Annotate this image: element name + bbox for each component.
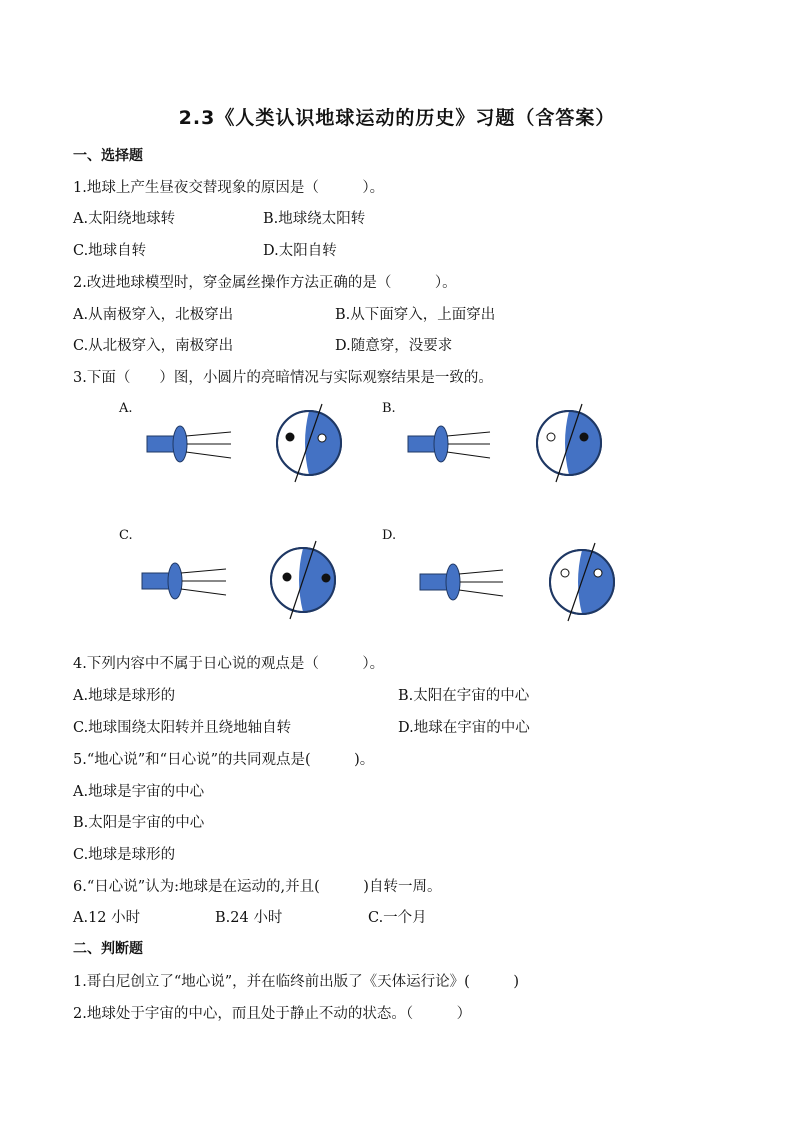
globe-icon bbox=[550, 543, 614, 621]
flashlight-icon bbox=[420, 564, 503, 600]
question-2-option-c: C.从北极穿入，南极穿出 bbox=[73, 338, 234, 354]
question-3-figure bbox=[0, 395, 794, 630]
question-4-option-a: A.地球是球形的 bbox=[73, 688, 176, 704]
figure-label-d: D. bbox=[382, 528, 397, 543]
small-disc-left bbox=[286, 433, 295, 442]
question-1-stem: 1.地球上产生昼夜交替现象的原因是（ ）。 bbox=[73, 180, 385, 196]
question-1-option-c: C.地球自转 bbox=[73, 243, 147, 259]
question-6-option-b: B.24 小时 bbox=[215, 910, 283, 926]
question-2-stem: 2.改进地球模型时，穿金属丝操作方法正确的是（ ）。 bbox=[73, 275, 457, 291]
section-heading-choice: 一、选择题 bbox=[73, 148, 143, 164]
question-5-option-b: B.太阳是宇宙的中心 bbox=[73, 815, 205, 831]
question-4-option-c: C.地球围绕太阳转并且绕地轴自转 bbox=[73, 720, 292, 736]
judgment-1: 1.哥白尼创立了“地心说”，并在临终前出版了《天体运行论》( ) bbox=[73, 974, 519, 990]
question-6-option-c: C.一个月 bbox=[368, 910, 427, 926]
figure-label-a: A. bbox=[119, 401, 133, 416]
globe-icon bbox=[271, 541, 335, 619]
question-3-stem: 3.下面（ ）图，小圆片的亮暗情况与实际观察结果是一致的。 bbox=[73, 370, 493, 386]
small-disc-left bbox=[561, 569, 569, 577]
question-2-option-b: B.从下面穿入，上面穿出 bbox=[335, 307, 496, 323]
question-5-stem: 5.“地心说”和“日心说”的共同观点是( )。 bbox=[73, 752, 375, 768]
figure-label-b: B. bbox=[382, 401, 396, 416]
page-title: 2.3《人类认识地球运动的历史》习题（含答案） bbox=[178, 107, 616, 129]
small-disc-right bbox=[594, 569, 602, 577]
figure-panel-d bbox=[420, 543, 614, 621]
section-heading-judgment: 二、判断题 bbox=[73, 941, 143, 957]
small-disc-right bbox=[580, 433, 589, 442]
flashlight-icon bbox=[142, 563, 226, 599]
question-4-option-d: D.地球在宇宙的中心 bbox=[398, 720, 530, 736]
judgment-2: 2.地球处于宇宙的中心，而且处于静止不动的状态。（ ） bbox=[73, 1006, 472, 1022]
question-6-stem: 6.“日心说”认为:地球是在运动的,并且( )自转一周。 bbox=[73, 879, 442, 895]
flashlight-icon bbox=[147, 426, 231, 462]
figure-panel-b bbox=[408, 404, 601, 482]
question-4-stem: 4.下列内容中不属于日心说的观点是（ ）。 bbox=[73, 656, 385, 672]
figure-panel-a bbox=[147, 404, 341, 482]
flashlight-icon bbox=[408, 426, 490, 462]
small-disc-left bbox=[283, 573, 292, 582]
small-disc-left bbox=[547, 433, 555, 441]
small-disc-right bbox=[318, 434, 326, 442]
globe-icon bbox=[537, 404, 601, 482]
small-disc-right bbox=[322, 574, 331, 583]
figure-panel-c bbox=[142, 541, 335, 619]
question-2-option-a: A.从南极穿入，北极穿出 bbox=[73, 307, 234, 323]
question-2-option-d: D.随意穿，没要求 bbox=[335, 338, 453, 354]
question-1-option-a: A.太阳绕地球转 bbox=[73, 211, 176, 227]
question-5-option-c: C.地球是球形的 bbox=[73, 847, 176, 863]
question-5-option-a: A.地球是宇宙的中心 bbox=[73, 784, 205, 800]
question-1-option-d: D.太阳自转 bbox=[263, 243, 337, 259]
globe-icon bbox=[277, 404, 341, 482]
question-6-option-a: A.12 小时 bbox=[73, 910, 141, 926]
question-4-option-b: B.太阳在宇宙的中心 bbox=[398, 688, 530, 704]
figure-label-c: C. bbox=[119, 528, 133, 543]
question-1-option-b: B.地球绕太阳转 bbox=[263, 211, 366, 227]
